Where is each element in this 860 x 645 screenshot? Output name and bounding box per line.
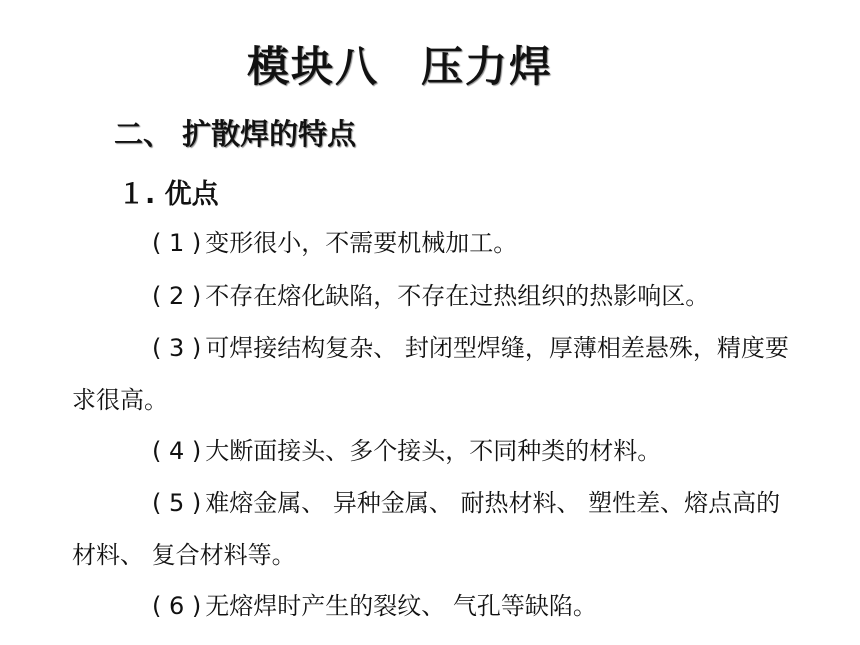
- title-module: 模块八: [246, 42, 379, 91]
- item-text: 难熔金属、 异种金属、 耐热材料、 塑性差、熔点高的材料、 复合材料等。: [72, 489, 781, 569]
- title-topic: 压力焊: [421, 42, 554, 91]
- item-text: 无熔焊时产生的裂纹、 气孔等缺陷。: [205, 592, 597, 620]
- item-number: ( 2 ): [152, 282, 202, 310]
- item-text: 大断面接头、多个接头，不同种类的材料。: [205, 437, 662, 465]
- item-number: ( 6 ): [152, 592, 202, 620]
- item-number: ( 1 ): [152, 229, 202, 257]
- subsection-heading: １. 优点: [118, 179, 219, 210]
- list-item: [72, 270, 792, 322]
- item-number: ( 3 ): [152, 334, 202, 362]
- item-number: ( 4 ): [152, 437, 202, 465]
- item-text: 可焊接结构复杂、 封闭型焊缝，厚薄相差悬殊，精度要求很高。: [72, 334, 789, 414]
- item-number: ( 5 ): [152, 489, 202, 517]
- list-item: [72, 425, 792, 477]
- list-item: [72, 217, 792, 269]
- list-item: [72, 477, 792, 581]
- item-text: 变形很小，不需要机械加工。: [205, 229, 518, 257]
- item-text: 不存在熔化缺陷，不存在过热组织的热影响区。: [205, 282, 710, 310]
- list-item: [72, 580, 792, 632]
- slide-title: [0, 34, 800, 94]
- section-heading: 二、 扩散焊的特点: [114, 117, 357, 151]
- list-item: [72, 322, 792, 426]
